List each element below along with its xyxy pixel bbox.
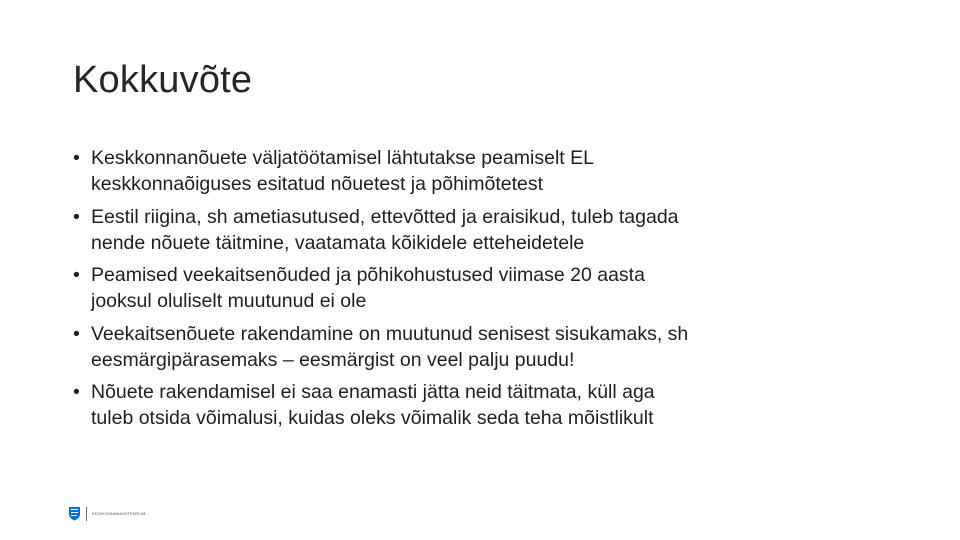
bullet-text: [91, 145, 893, 197]
ministry-logo: [68, 506, 146, 521]
bullet-line: Nõuete rakendamisel ei saa enamasti jätta neid täitmata, küll aga: [91, 381, 655, 403]
bullet-symbol: •: [73, 381, 80, 403]
bullet-text: [91, 262, 893, 314]
estonian-coat-of-arms-icon: [68, 506, 81, 521]
slide-title: Kokkuvõte: [73, 59, 253, 101]
bullet-symbol: •: [73, 205, 80, 228]
bullet-line: Keskkonnanõuete väljatöötamisel lähtutakse peamiselt EL: [91, 147, 594, 169]
bullet-text: [91, 379, 893, 431]
bullet-line: jooksul oluliselt muutunud ei ole: [91, 290, 367, 312]
bullet-item: [73, 262, 893, 314]
bullet-line: nende nõuete täitmine, vaatamata kõikidele etteheidetele: [91, 231, 585, 254]
bullet-line: keskkonnaõiguses esitatud nõuetest ja põhimõtetest: [91, 173, 544, 195]
bullet-text: [91, 321, 893, 373]
bullet-item: [73, 379, 893, 431]
bullet-symbol: •: [73, 264, 80, 286]
logo-text: KESKKONNAMINISTEERIUM: [92, 511, 146, 516]
bullet-line: eesmärgipärasemaks – eesmärgist on veel palju puudu!: [91, 348, 575, 371]
bullet-symbol: •: [73, 147, 80, 169]
bullet-line: Eestil riigina, sh ametiasutused, ettevõtted ja eraisikud, tuleb tagada: [91, 205, 679, 228]
bullet-item: [73, 145, 893, 197]
bullet-line: Peamised veekaitsenõuded ja põhikohustused viimase 20 aasta: [91, 264, 645, 286]
bullet-text: [91, 204, 893, 256]
bullet-item: [73, 204, 893, 256]
bullet-symbol: •: [73, 322, 80, 345]
bullet-line: Veekaitsenõuete rakendamine on muutunud senisest sisukamaks, sh: [91, 322, 689, 345]
bullet-list: [73, 145, 893, 438]
logo-divider: [86, 507, 87, 521]
bullet-line: tuleb otsida võimalusi, kuidas oleks võimalik seda teha mõistlikult: [91, 407, 654, 429]
bullet-item: [73, 321, 893, 373]
